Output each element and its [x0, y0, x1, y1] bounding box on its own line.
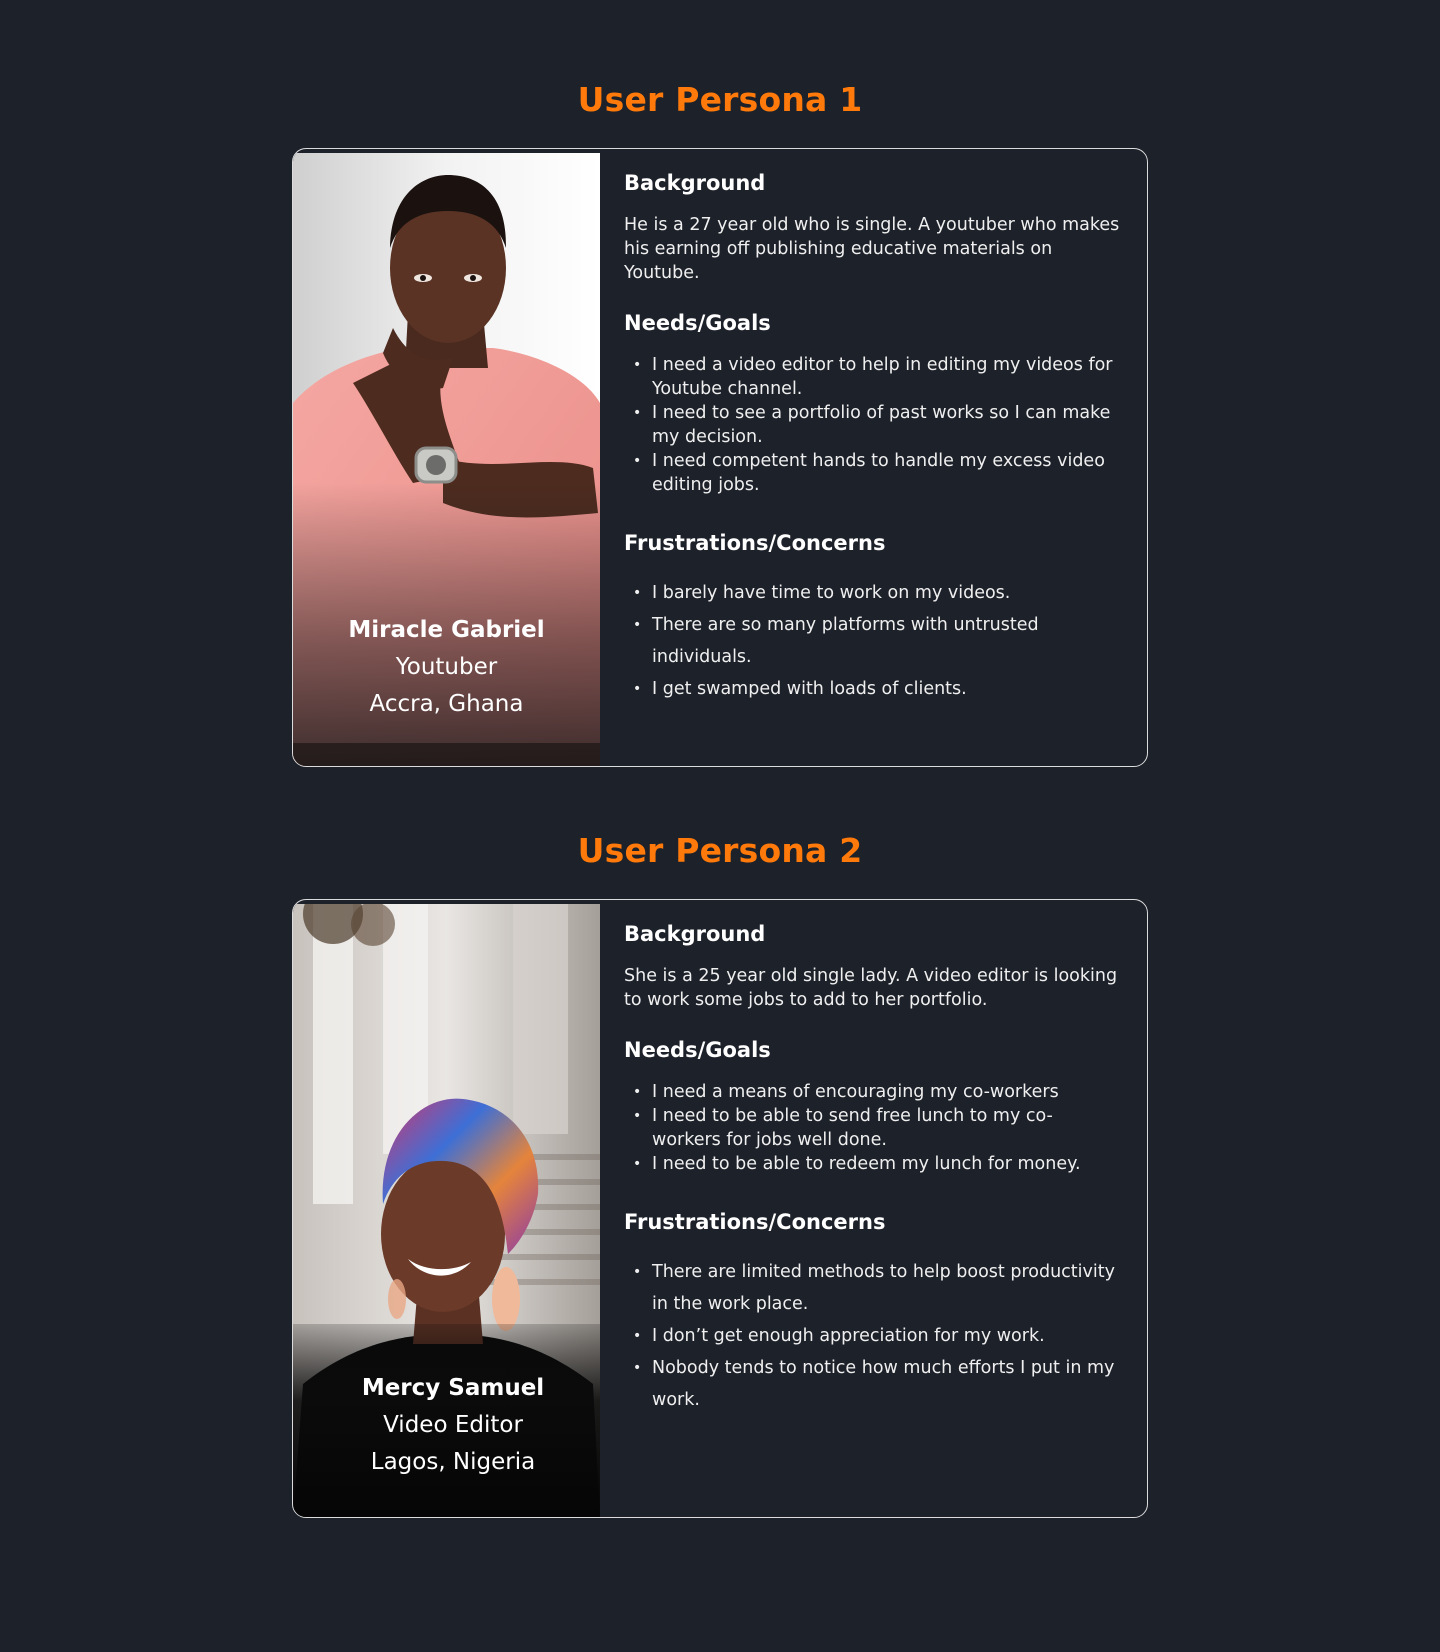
persona-2-needs-list: [624, 1080, 1124, 1176]
persona-1-role: Youtuber: [395, 654, 498, 680]
persona-1-needs-list: [624, 353, 1124, 497]
persona-1-location: Accra, Ghana: [369, 691, 524, 717]
persona-1-name: Miracle Gabriel: [348, 617, 545, 643]
persona-2-card: [292, 899, 1148, 1518]
list-item: • I need to see a portfolio of past works so I can make my decision.: [624, 401, 1124, 449]
persona-1-background-heading: Background: [624, 171, 766, 195]
persona-2-background-heading: Background: [624, 922, 766, 946]
persona-1-info: [624, 171, 1124, 705]
persona-1-caption: [293, 612, 600, 723]
persona-1-photo: [293, 153, 600, 766]
persona-2-frustrations-heading: Frustrations/Concerns: [624, 1210, 886, 1234]
persona-2-needs-heading: Needs/Goals: [624, 1038, 771, 1062]
persona-2-photo: [293, 904, 600, 1517]
persona-2-background-text: She is a 25 year old single lady. A video editor is looking to work some jobs to add to her portfolio.: [624, 966, 1118, 1010]
list-item: • I need a means of encouraging my co-workers: [624, 1080, 1124, 1104]
persona-2-role: Video Editor: [383, 1412, 523, 1438]
persona-2-title: User Persona 2: [577, 831, 863, 870]
persona-2-frustrations-list: [624, 1256, 1124, 1416]
persona-1-card: [292, 148, 1148, 767]
persona-2-caption: [298, 1370, 600, 1481]
persona-1-frustrations-heading: Frustrations/Concerns: [624, 531, 886, 555]
list-item: • There are so many platforms with untrusted individuals.: [624, 609, 1124, 673]
list-item: • I need to be able to redeem my lunch for money.: [624, 1152, 1124, 1176]
persona-1-title: User Persona 1: [577, 80, 863, 119]
list-item: • I don’t get enough appreciation for my work.: [624, 1320, 1124, 1352]
list-item: • I get swamped with loads of clients.: [624, 673, 1124, 705]
persona-2-name: Mercy Samuel: [361, 1375, 545, 1401]
list-item: • I barely have time to work on my videos.: [624, 577, 1124, 609]
persona-2-location: Lagos, Nigeria: [370, 1449, 536, 1475]
list-item: • There are limited methods to help boost productivity in the work place.: [624, 1256, 1124, 1320]
persona-1-frustrations-list: [624, 577, 1124, 705]
list-item: • I need competent hands to handle my excess video editing jobs.: [624, 449, 1124, 497]
list-item: • Nobody tends to notice how much efforts I put in my work.: [624, 1352, 1124, 1416]
persona-2-info: [624, 922, 1124, 1416]
list-item: • I need a video editor to help in editing my videos for Youtube channel.: [624, 353, 1124, 401]
persona-1-background-text: He is a 27 year old who is single. A youtuber who makes his earning off publishing educative materials on Youtube.: [624, 215, 1120, 283]
persona-1-needs-heading: Needs/Goals: [624, 311, 771, 335]
list-item: • I need to be able to send free lunch to my co-workers for jobs well done.: [624, 1104, 1124, 1152]
